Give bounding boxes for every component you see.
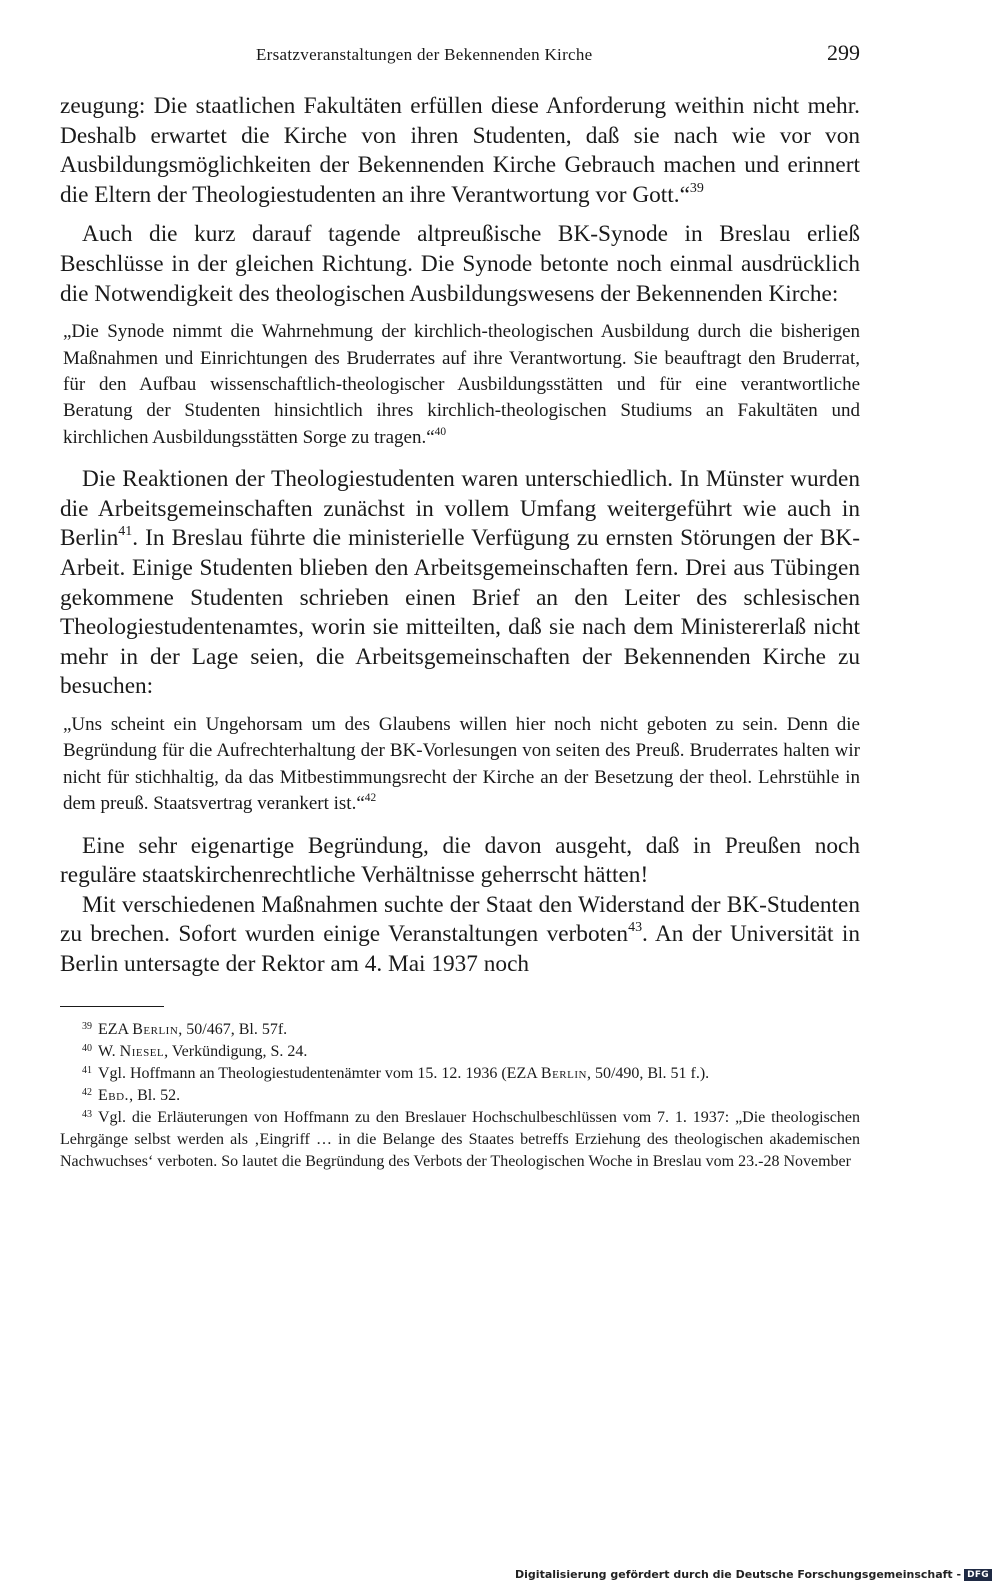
footnote-text: EZA — [98, 1020, 133, 1038]
footnote-ref-42: 42 — [364, 792, 377, 805]
footnote-number: 39 — [82, 1020, 92, 1032]
footnote-number: 42 — [82, 1086, 92, 1098]
paragraph-2: Auch die kurz darauf tagende altpreußische BK-Synode in Breslau erließ Beschlüsse in der gleichen Richtung. Die Synode betonte noch einmal ausdrücklich die Notwendigkeit des theologischen Ausbildungswesens der Bekennenden Kirche: — [60, 221, 860, 307]
running-title: Ersatzveranstaltungen der Bekennenden Kirche — [256, 45, 593, 64]
footnote-text: , 50/490, Bl. 51 f.). — [586, 1064, 710, 1082]
footnote-text: Vgl. Hoffmann an Theologiestudentenämter vom 15. 12. 1936 (EZA — [98, 1064, 541, 1082]
page-header — [60, 40, 860, 74]
paragraph-3 — [60, 465, 860, 702]
paragraph-4: Eine sehr eigenartige Begründung, die davon ausgeht, daß in Preußen noch reguläre staatskirchenrechtliche Verhältnisse geherrscht hätten! — [60, 832, 860, 889]
block-quote-1 — [63, 319, 860, 451]
footnote-text-smallcaps: Berlin — [540, 1064, 587, 1082]
paragraph-5-text-b: . An der Universität in Berlin untersagte der Rektor am 4. Mai 1937 noch — [60, 921, 860, 977]
paragraph-1 — [60, 92, 860, 210]
footnote-number: 43 — [82, 1108, 92, 1120]
paragraph-5-text-a: Mit verschiedenen Maßnahmen suchte der Staat den Widerstand der BK-Studenten zu brechen. Sofort wurden einige Veranstaltungen verboten — [60, 891, 860, 948]
footnote-text: , Bl. 52. — [129, 1086, 181, 1104]
paragraph-5 — [60, 891, 860, 980]
footnote-text: , Verkündigung, S. 24. — [164, 1042, 308, 1060]
dfg-logo: DFG — [964, 1569, 992, 1581]
footnote-text: Vgl. die Erläuterungen von Hoffmann zu den Breslauer Hochschulbeschlüssen vom 7. 1. 1937: „Die theologischen Lehrgänge selbst werden als ‚Eingriff … in die Belange des Staates betreffs Erziehung des theologischen akademischen Nachwuchses‘ verboten. So lautet die Begründung des Verbots der Theologischen Woche in Breslau vom 23.-28 November — [60, 1108, 860, 1170]
footnote-ref-41: 41 — [118, 524, 133, 540]
footnote-39 — [60, 1019, 860, 1041]
footnote-text-smallcaps: Berlin — [132, 1020, 179, 1038]
footnote-separator — [60, 1006, 164, 1007]
block-quote-1-text: „Die Synode nimmt die Wahrnehmung der kirchlich-theologischen Ausbildung durch die bisherigen Maßnahmen und Einrichtungen des Bruderrates auf ihre Verantwortung. Sie beauftragt den Bruderrat, für den Aufbau wissenschaftlich-theologischer Ausbildungsstätten und für eine verantwortliche Beratung der Studenten hinsichtlich ihres kirchlich-theologischen Studiums an Fakultäten und kirchlichen Ausbildungsstätten Sorge zu tragen.“ — [63, 321, 860, 448]
page-number: 299 — [827, 40, 860, 65]
footnote-42 — [60, 1085, 860, 1107]
footnote-ref-43: 43 — [628, 920, 643, 936]
footnote-text: , 50/467, Bl. 57f. — [178, 1020, 288, 1038]
footnote-number: 41 — [82, 1064, 92, 1076]
block-quote-2-text: „Uns scheint ein Ungehorsam um des Glaubens willen hier noch nicht geboten zu sein. Denn die Begründung für die Aufrechterhaltung der BK-Vorlesungen von seiten des Preuß. Bruderrates halten wir nicht für stichhaltig, da das Mitbestimmungsrecht der Kirche an der Besetzung der theol. Lehrstühle in dem preuß. Staatsvertrag verankert ist.“ — [63, 713, 860, 815]
footnote-ref-40: 40 — [434, 425, 447, 438]
footnote-text-smallcaps: Ebd. — [98, 1086, 130, 1104]
footnote-40 — [60, 1041, 860, 1063]
footnote-ref-39: 39 — [689, 181, 704, 196]
footnote-41 — [60, 1063, 860, 1085]
paragraph-3-text-b: . In Breslau führte die ministerielle Verfügung zu ernsten Störungen der BK-Arbeit. Einige Studenten blieben den Arbeitsgemeinschaften fern. Drei aus Tübingen gekommene Studenten schrieben einen Brief an den Leiter des schlesischen Theologiestudentenamtes, worin sie mitteilten, daß sie nach dem Ministererlaß nicht mehr in der Lage seien, die Arbeitsgemeinschaften der Bekennenden Kirche zu besuchen: — [60, 525, 860, 700]
block-quote-2 — [63, 712, 860, 818]
paragraph-1-text: zeugung: Die staatlichen Fakultäten erfüllen diese Anforderung weithin nicht mehr. Deshalb erwartet die Kirche von ihren Studenten, daß sie nach wie vor von Ausbildungsmöglichkeiten der Bekennenden Kirche Gebrauch machen und erinnert die Eltern der Theologiestudenten an ihre Verantwortung vor Gott.“ — [60, 93, 860, 208]
book-page — [60, 40, 860, 1173]
digitization-footer — [515, 1568, 992, 1581]
footnote-43 — [60, 1107, 860, 1173]
paragraph-3-text-a: Die Reaktionen der Theologiestudenten waren unterschiedlich. In Münster wurden die Arbeitsgemeinschaften zunächst in vollem Umfang weitergeführt wie auch in Berlin — [60, 466, 860, 552]
footnote-text-smallcaps: Niesel — [119, 1042, 165, 1060]
footnote-number: 40 — [82, 1042, 92, 1054]
footer-credit: Digitalisierung gefördert durch die Deutsche Forschungsgemeinschaft - — [515, 1568, 962, 1581]
footnotes — [60, 1019, 860, 1173]
footnote-text: W. — [98, 1042, 120, 1060]
